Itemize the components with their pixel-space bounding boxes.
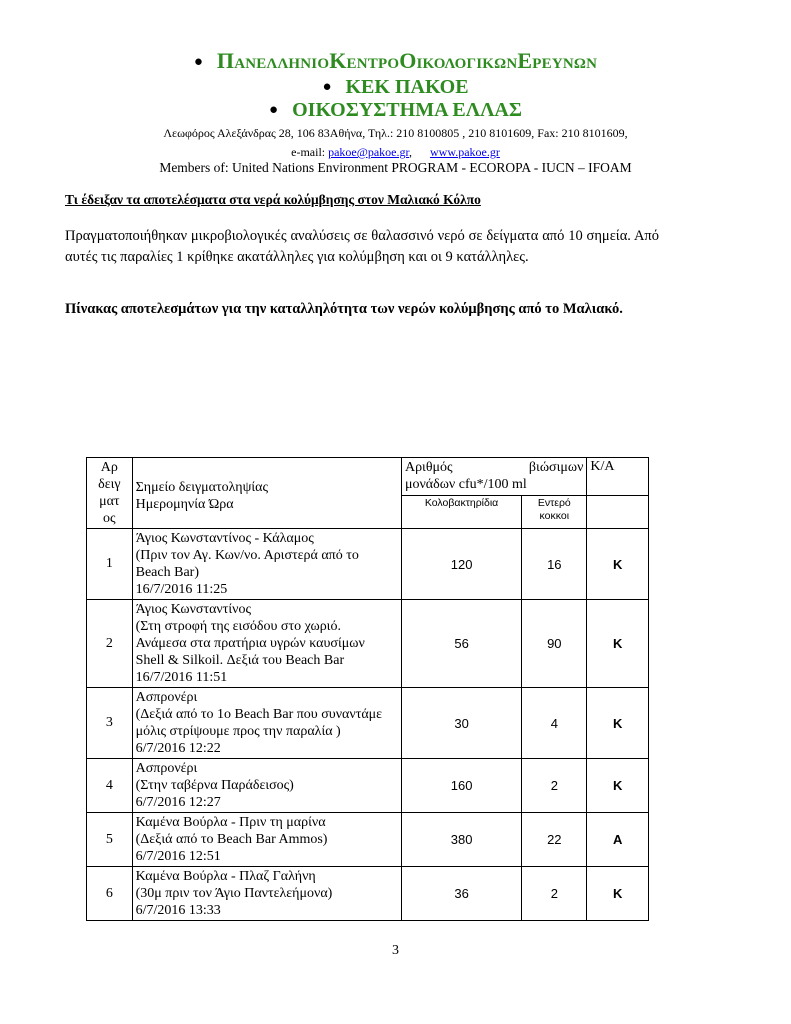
table-row [87,600,649,688]
row-enterococci: 16 [522,529,587,600]
row-site: Άγιος Κωνσταντίνος - Κάλαμος (Πριν τον Αγ. Κων/νο. Αριστερά από το Beach Bar) 16/7/2016 11:25 [132,529,401,600]
header-sample-number: Αρ δειγ ματ ος [87,458,133,529]
row-suitability: Κ [587,600,649,688]
row-site: Άγιος Κωνσταντίνος (Στη στροφή της εισόδου στο χωριό. Ανάμεσα στα πρατήρια υγρών καυσίμων Shell & Silkoil. Δεξιά του Beach Bar 16/7/2016 11:51 [132,600,401,688]
table-title: Πίνακας αποτελεσμάτων για την καταλληλότητα των νερών κολύμβησης από το Μαλιακό. [65,301,623,317]
row-enterococci: 2 [522,867,587,921]
contact-line: e-mail: pakoe@pakoe.gr, www.pakoe.gr [291,145,500,159]
header-sampling-point: Σημείο δειγματοληψίας Ημερομηνία Ώρα [132,458,401,529]
header-viable-count: Αριθμός βιώσιμων μονάδων cfu*/100 ml [401,458,586,496]
header-suitability: Κ/Α [587,458,649,496]
table-row [87,529,649,600]
row-site: Καμένα Βούρλα - Πλαζ Γαλήνη (30μ πριν τον Άγιο Παντελεήμονα) 6/7/2016 13:33 [132,867,401,921]
memberships: Members of: United Nations Environment PROGRAM - ECOROPA - IUCN – IFOAM [159,160,632,175]
row-suitability: Α [587,813,649,867]
table-row [87,688,649,759]
row-coliform: 36 [401,867,521,921]
row-coliform: 380 [401,813,521,867]
row-coliform: 30 [401,688,521,759]
report-paragraph: Πραγματοποιήθηκαν μικροβιολογικές αναλύσεις σε θαλασσινό νερό σε δείγματα από 10 σημεία. Από αυτές τις παραλίες 1 κρίθηκε ακατάλληλες για κολύμβηση και οι 9 κατάλληλες. [65,228,659,265]
report-title: Τι έδειξαν τα αποτελέσματα στα νερά κολύμβησης στον Μαλιακό Κόλπο [65,192,481,207]
org-full-name: ΠΑΝΕΛΛΗΝΙΟΚΕΝΤΡΟΟΙΚΟΛΟΓΙΚΩΝΕΡΕΥΝΩΝ [216,48,598,73]
page-number: 3 [392,943,399,958]
row-number: 1 [87,529,133,600]
row-coliform: 120 [401,529,521,600]
row-enterococci: 2 [522,759,587,813]
row-coliform: 56 [401,600,521,688]
org-short-name: ΚΕΚ ΠΑΚΟΕ [345,76,469,98]
header-coliform: Κολοβακτηρίδια [401,496,521,529]
bullet-icon: ● [193,54,203,70]
email-label: e-mail: [291,145,326,159]
header-suitability-empty [587,496,649,529]
org-ecosystem-line [0,99,791,122]
results-table [86,457,649,921]
org-ecosystem-name: ΟΙΚΟΣΥΣΤΗΜΑ ΕΛΛΑΣ [292,99,522,121]
bullet-icon: ● [322,79,332,95]
row-number: 5 [87,813,133,867]
email-link[interactable]: pakoe@pakoe.gr [328,145,409,159]
row-site: Καμένα Βούρλα - Πριν τη μαρίνα (Δεξιά από το Beach Bar Ammos) 6/7/2016 12:51 [132,813,401,867]
row-enterococci: 90 [522,600,587,688]
row-coliform: 160 [401,759,521,813]
header-enterococci: Εντερό κοκκοι [522,496,587,529]
row-number: 6 [87,867,133,921]
bullet-icon: ● [269,102,279,118]
row-number: 3 [87,688,133,759]
row-number: 2 [87,600,133,688]
row-site: Ασπρονέρι (Δεξιά από το 1ο Beach Bar που συναντάμε μόλις στρίψουμε προς την παραλία ) 6/7/2016 12:22 [132,688,401,759]
org-name-line [0,48,791,74]
website-link[interactable]: www.pakoe.gr [429,145,500,159]
row-number: 4 [87,759,133,813]
table-row [87,867,649,921]
row-enterococci: 22 [522,813,587,867]
address: Λεωφόρος Αλεξάνδρας 28, 106 83Αθήνα, Τηλ.: 210 8100805 , 210 8101609, Fax: 210 8101609, [163,126,628,140]
table-row [87,759,649,813]
row-enterococci: 4 [522,688,587,759]
row-suitability: Κ [587,529,649,600]
org-short-name-line [0,76,791,99]
row-suitability: Κ [587,759,649,813]
table-header-row [87,458,649,496]
letterhead [0,48,791,176]
row-suitability: Κ [587,867,649,921]
row-site: Ασπρονέρι (Στην ταβέρνα Παράδεισος) 6/7/2016 12:27 [132,759,401,813]
row-suitability: Κ [587,688,649,759]
table-row [87,813,649,867]
